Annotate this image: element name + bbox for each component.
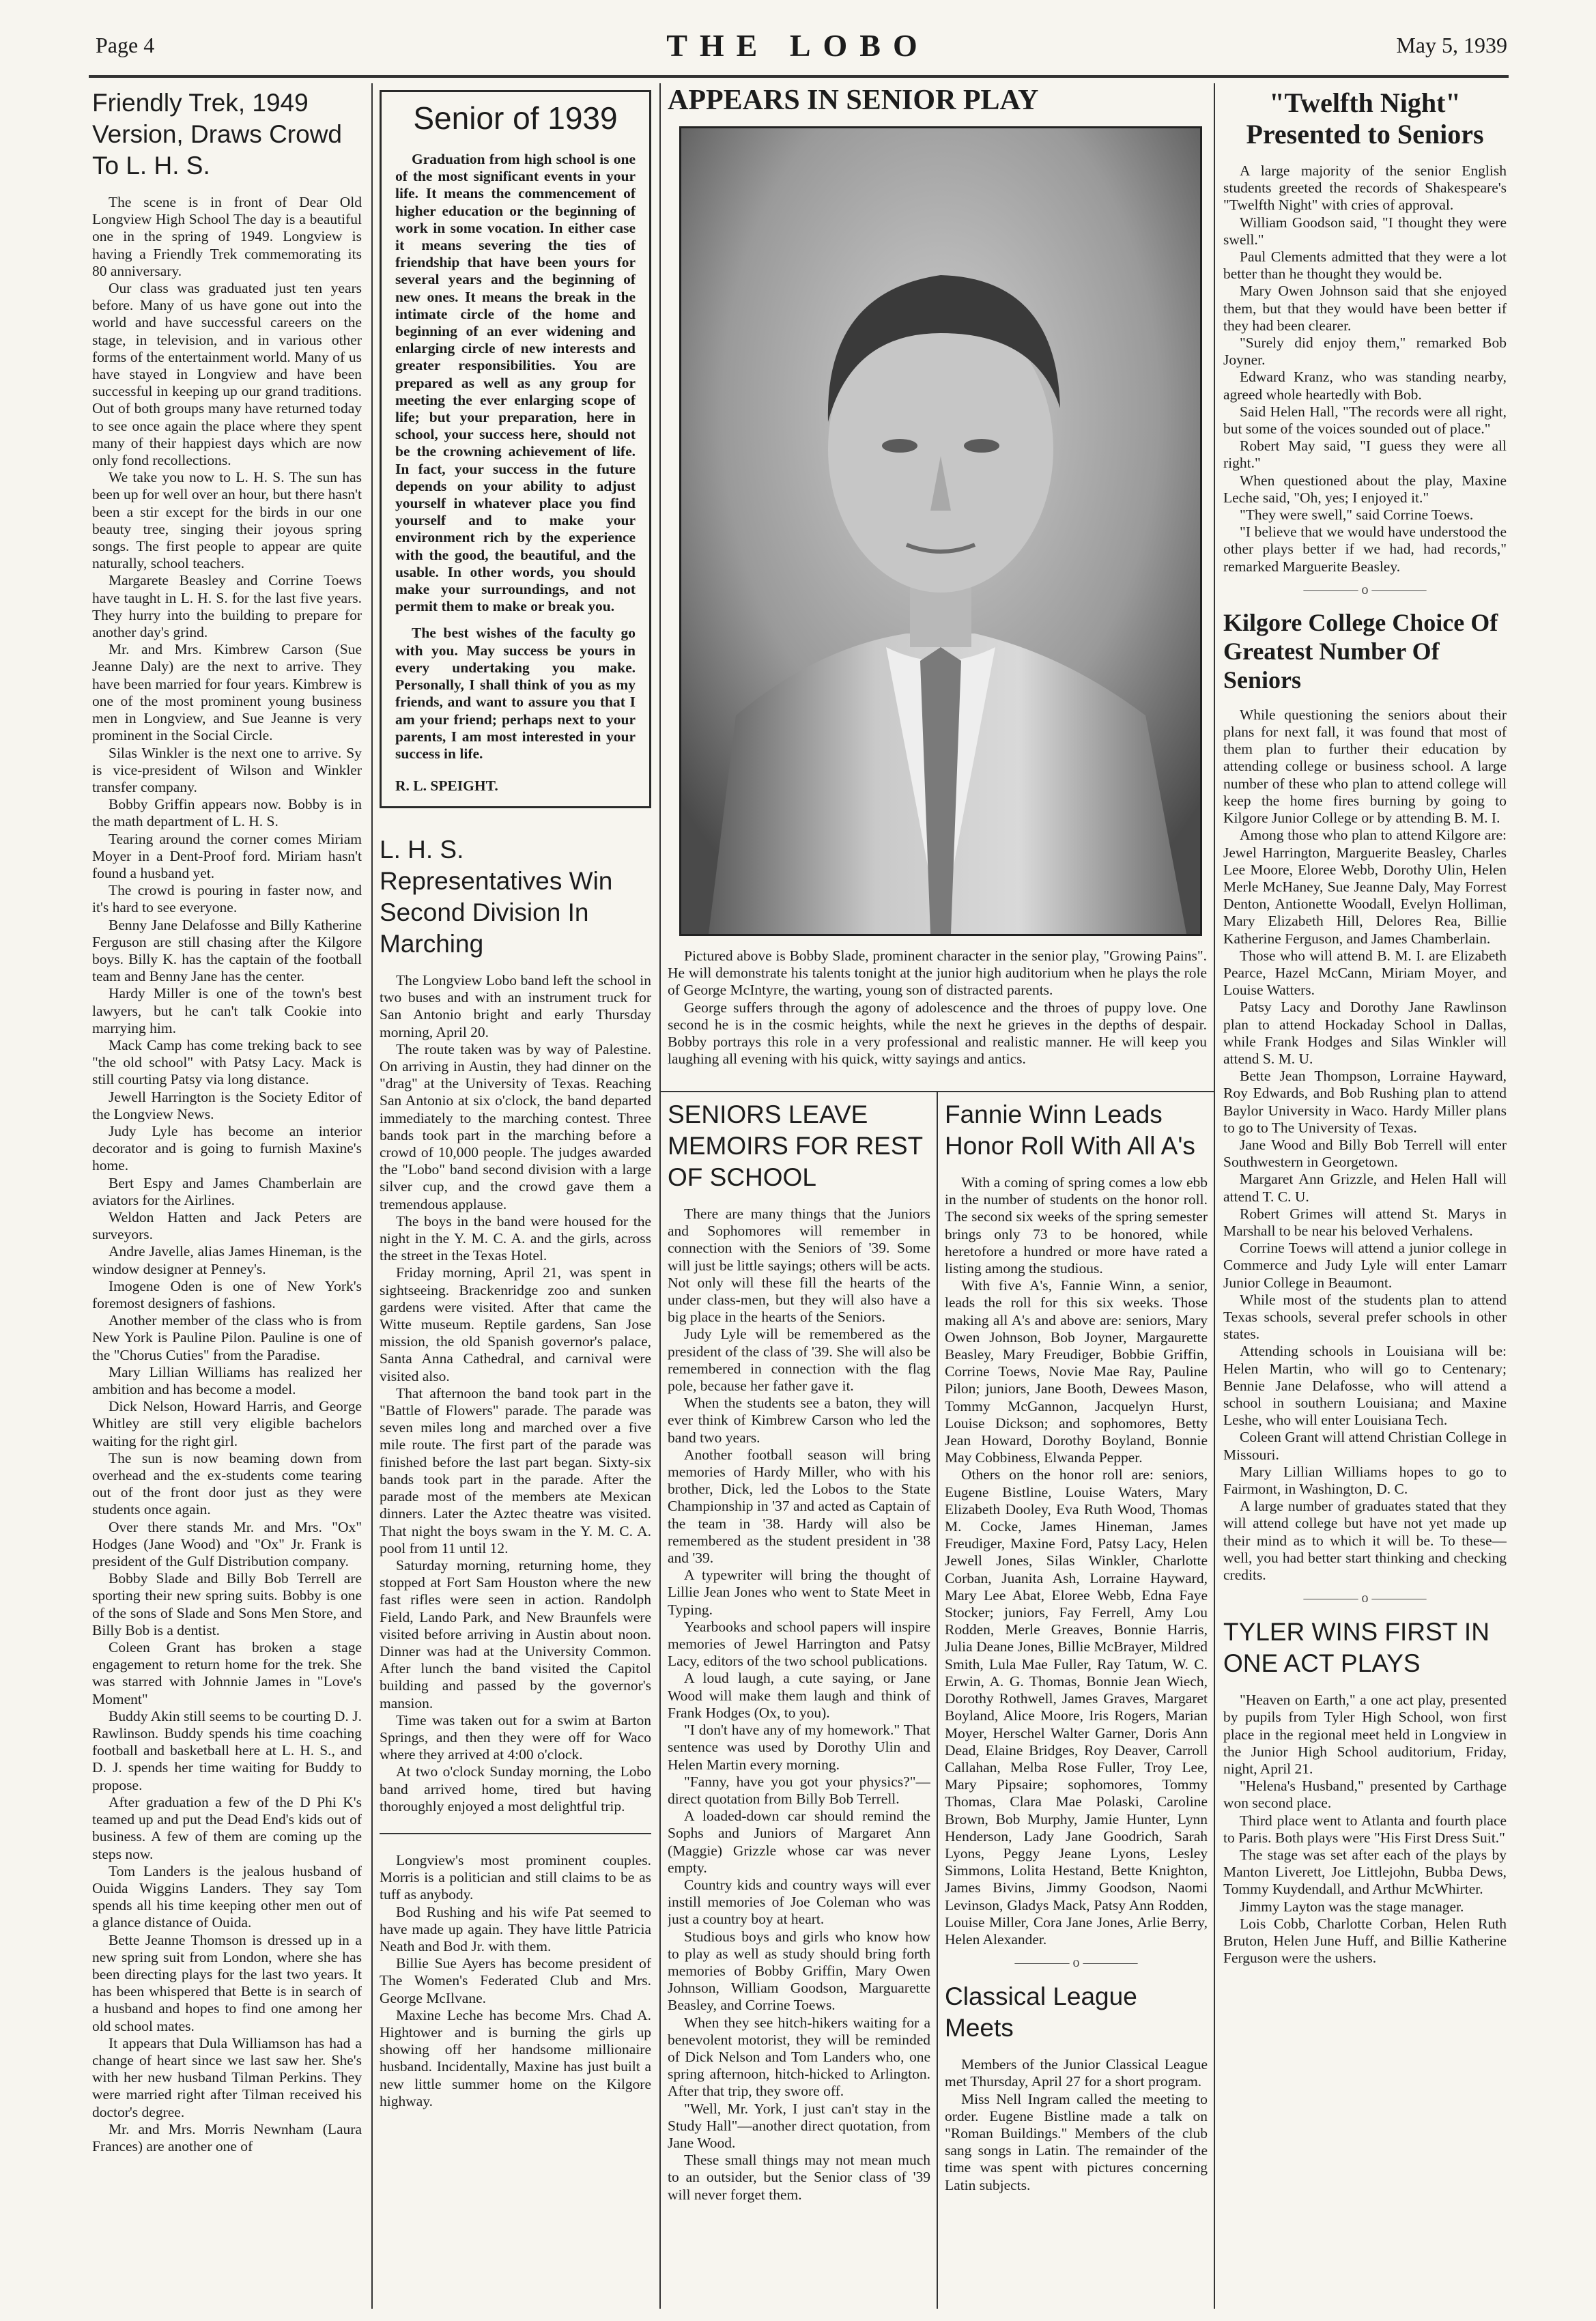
headline-senior-play: APPEARS IN SENIOR PLAY [668, 85, 1039, 116]
paragraph: Billie Sue Ayers has become president of The Women's Federated Club and Mrs. George McIlvane. [380, 1955, 651, 2006]
paragraph: Maxine Leche has become Mrs. Chad A. Hightower and is burning the girls up showing off her handsome millionaire husband. Incidentally, Maxine has just built a new little summer home on the Kilgore highway. [380, 2006, 651, 2109]
headline-classical-league: Classical League Meets [945, 1982, 1137, 2042]
separator-ornament: ———— o ———— [1014, 1955, 1138, 1971]
divider [380, 1833, 651, 1834]
paragraph: Country kids and country ways will ever instill memories of Joe Coleman who was just a country boy at heart. [668, 1876, 930, 1928]
paragraph: Jewell Harrington is the Society Editor of the Longview News. [92, 1088, 362, 1122]
headline-friendly-trek: Friendly Trek, 1949 Version, Draws Crowd To L. H. S. [92, 89, 343, 180]
column-rule [1214, 83, 1215, 2309]
headline-senior-of-1939: Senior of 1939 [413, 100, 618, 136]
paragraph: Lois Cobb, Charlotte Corban, Helen Ruth Bruton, Helen June Huff, and Billie Katherine Ferguson were the ushers. [1223, 1915, 1507, 1967]
article-right-column [1223, 87, 1507, 2314]
paragraph: Patsy Lacy and Dorothy Jane Rawlinson plan to attend Hockaday School in Dallas, while Frank Hodges and Silas Winkler will attend S. M. U. [1223, 999, 1507, 1067]
article-friendly-trek [92, 87, 362, 2314]
paragraph: Saturday morning, returning home, they stopped at Fort Sam Houston where the new fast rifles were seen in action. Randolph Field, Lando Park, and New Braunfels were visited before arriving in Austin about noon. Dinner was had at the University Common. After lunch the band visited the Capitol building and passed by the governor's mansion. [380, 1556, 651, 1711]
separator-ornament: ———— o ———— [1303, 1591, 1427, 1606]
paragraph: "Fanny, have you got your physics?"—direct quotation from Billy Bob Terrell. [668, 1773, 930, 1807]
article-seniors-leave [668, 1099, 930, 2314]
paragraph: Judy Lyle has become an interior decorator and is going to furnish Maxine's home. [92, 1122, 362, 1174]
column-rule [659, 83, 661, 2309]
paragraph: Mary Owen Johnson said that she enjoyed them, but that they would have been better if they had been clearer. [1223, 283, 1507, 334]
headline-kilgore: Kilgore College Choice Of Greatest Number Of Seniors [1223, 608, 1498, 694]
headline-band-marching: L. H. S. Representatives Win Second Division In Marching [380, 836, 613, 958]
paragraph: Judy Lyle will be remembered as the president of the class of '39. She will also be remembered in connection with the flag pole, because her father gave it. [668, 1326, 930, 1395]
paragraph: Robert May said, "I guess they were all right." [1223, 438, 1507, 472]
paragraph: With five A's, Fannie Winn, a senior, leads the roll for this six weeks. Those making all A's and above are: seniors, Mary Owen Johnson, Bob Joyner, Margaurette Beasley, Mary Freudiger, Bobbie Griffin, Corrine Toews, Novie Mae Ray, Pauline Pilon; juniors, Jane Booth, Dewees Mason, Tommy McGannon, Jacquelyn Hurst, Louise Dickson; and sophomores, Betty Jean Howard, Dorothy Boyland, Bonnie May Cobbiness, Elwanda Pepper. [945, 1277, 1208, 1466]
paragraph: Edward Kranz, who was standing nearby, agreed whole heartedly with Bob. [1223, 369, 1507, 403]
paragraph: Our class was graduated just ten years before. Many of us have gone out into the world and have successful careers on the stage, in television, and in various other forms of the entertainment world. Many of us have stayed in Longview and have been successful in keeping up our grand traditions. Out of both groups many have returned today to see once again the place where they spent many of their happiest days which are now only fond recollections. [92, 280, 362, 469]
paragraph: Another football season will bring memories of Hardy Miller, who with his brother, Dick, led the Lobos to the State Championship in '37 and acted as Captain of the team in '38. Hardy will also be remembered as the student president in '38 and '39. [668, 1446, 930, 1567]
paragraph: William Goodson said, "I thought they were swell." [1223, 214, 1507, 248]
paragraph: Tearing around the corner comes Miriam Moyer in a Dent-Proof ford. Miriam hasn't found a husband yet. [92, 830, 362, 881]
paragraph: Bobby Slade and Billy Bob Terrell are sporting their new spring suits. Bobby is one of the sons of Slade and Sons Men Store, and Billy Bob is a dentist. [92, 1570, 362, 1638]
paragraph: Mr. and Mrs. Morris Newnham (Laura Frances) are another one of [92, 2120, 362, 2154]
paragraph: Others on the honor roll are: seniors, Eugene Bistline, Louise Waters, Mary Elizabeth Dooley, Eva Ruth Wood, Thomas M. Cocke, James Hineman, James Freudiger, Maxine Ford, Patsy Lacy, Helen Jewell Jones, Silas Winkler, Charlotte Corban, Juanita Ash, Lorraine Hayward, Mary Lee Abat, Eloree Webb, Edna Faye Stocker; juniors, Fay Ferrell, Amy Lou Rodden, Merle Greaves, Bonnie Harris, Julia Deane Jones, Billie McBrayer, Mildred Smith, Lula Mae Fuller, Ray Tatum, W. C. Erwin, A. G. Thomas, Bonnie Jean Wiech, Dorothy Rothwell, James Graves, Margaret Boyland, Alice Moore, Iris Rogers, Marian Moyer, Herschel Walter Garner, Doris Ann Dead, Elaine Bridges, Roy Deaver, Carroll Callahan, Melba Rose Fuller, Troy Lee, Mary Pipsaire; sophomores, Tommy Thomas, Clara Mae Polaski, Caroline Brown, Bob Murphy, Jamie Hunter, Lynn Henderson, Lady Jane Goodrich, Sarah Lyons, Peggy Jeane Lyons, Lesley Simmons, Lolita Hestand, Bette Knighton, James Bivins, Jimmy Goodson, Naomi Levinson, Gladys Mack, Patsy Ann Rodden, Louise Miller, Cora Jane Jones, Arlie Berry, Helen Alexander. [945, 1466, 1208, 1948]
paragraph: Bert Espy and James Chamberlain are aviators for the Airlines. [92, 1174, 362, 1208]
paragraph: Jane Wood and Billy Bob Terrell will enter Southwestern in Georgetown. [1223, 1136, 1507, 1171]
paragraph: A typewriter will bring the thought of Lillie Jean Jones who went to State Meet in Typing. [668, 1567, 930, 1618]
paragraph: With a coming of spring comes a low ebb in the number of students on the honor roll. The second six weeks of the spring semester brings only 73 to be honored, while heretofore a hundred or more have rated a listing among the studious. [945, 1174, 1208, 1277]
paragraph: Another member of the class who is from New York is Pauline Pilon. Pauline is one of the "Chorus Cuties" from the Paradise. [92, 1312, 362, 1363]
paragraph: Time was taken out for a swim at Barton Springs, and then they were off for Waco where they arrived at 4:00 o'clock. [380, 1711, 651, 1763]
paragraph: Coleen Grant has broken a stage engagement to return home for the trek. She was starred with Johnnie James in "Love's Moment" [92, 1639, 362, 1707]
paragraph: Miss Nell Ingram called the meeting to order. Eugene Bistline made a talk on "Roman Buildings." Members of the club sang songs in Latin. The remainder of the time was spent with pictures concerning Latin subjects. [945, 2090, 1208, 2193]
paragraph: Benny Jane Delafosse and Billy Katherine Ferguson are still chasing after the Kilgore boys. Billy K. has the captain of the football team and Benny Jane has the center. [92, 916, 362, 985]
paragraph: "They were swell," said Corrine Toews. [1240, 507, 1474, 524]
paragraph: "I don't have any of my homework." That sentence was used by Dorothy Ulin and Helen Martin every morning. [668, 1722, 930, 1773]
paragraph: Paul Clements admitted that they were a lot better than he thought they would be. [1223, 248, 1507, 283]
paragraph: The best wishes of the faculty go with you. May success be yours in every undertaking you make. Personally, I shall think of you as my friends, and want to assure you that I am your friend; perhaps next to your parents, I am most interested in your success in life. [395, 625, 636, 762]
paragraph: Among those who plan to attend Kilgore are: Jewel Harrington, Marguerite Beasley, Charles Lee Moore, Eloree Webb, Dorothy Ulin, Helen Merle McHaney, Sue Jeanne Daly, May Forrest Denton, Antionette Woodall, Evelyn Holliman, Mary Elizabeth Hill, Delores Rea, Billie Katherine Ferguson, and James Chamberlain. [1223, 827, 1507, 947]
paragraph: When questioned about the play, Maxine Leche said, "Oh, yes; I enjoyed it." [1223, 472, 1507, 506]
article-honor-roll [945, 1099, 1208, 2314]
paragraph: Margarete Beasley and Corrine Toews have taught in L. H. S. for the last five years. They hurry into the building to prepare for another day's grind. [92, 572, 362, 641]
paragraph: The sun is now beaming down from overhead and the ex-students come tearing out of the front door just as they were students once again. [92, 1449, 362, 1518]
paragraph: Andre Javelle, alias James Hineman, is the window designer at Penney's. [92, 1243, 362, 1277]
paragraph: That afternoon the band took part in the "Battle of Flowers" parade. The parade was seven miles long and marched over a five mile route. The first part of the parade was finished before the last part began. Sixty-six bands took part in the parade. After the parade most of the members ate Mexican dinners. Later the Aztec theatre was visited. That night the boys swam in the Y. M. C. A. pool from 11 until 12. [380, 1384, 651, 1556]
article-senior-play-header [668, 83, 1207, 124]
headline-tyler: TYLER WINS FIRST IN ONE ACT PLAYS [1223, 1618, 1490, 1678]
paragraph: The crowd is pouring in faster now, and it's hard to see everyone. [92, 882, 362, 916]
paragraph: Said Helen Hall, "The records were all right, but some of the voices sounded out of place." [1223, 403, 1507, 438]
paragraph: Bette Jeanne Thomson is dressed up in a new spring suit from London, where she has been directing plays for the last two years. It has been whispered that Bette is in search of a husband and hopes to find one among her old school mates. [92, 1931, 362, 2034]
paragraph: The scene is in front of Dear Old Longview High School The day is a beautiful one in the spring of 1949. Longview is having a Friendly Trek commemorating its 80 anniversary. [92, 194, 362, 279]
paragraph: "Well, Mr. York, I just can't stay in the Study Hall"—another direct quotation, from Jane Wood. [668, 2100, 930, 2151]
section-rule [659, 1091, 1214, 1092]
paragraph: Over there stands Mr. and Mrs. "Ox" Hodges (Jane Wood) and "Ox" Jr. Frank is president of the Gulf Distribution company. [92, 1518, 362, 1570]
paragraph: Buddy Akin still seems to be courting D. J. Rawlinson. Buddy spends his time coaching football and basketball here at L. H. S., and D. J. spends her time waiting for Buddy to propose. [92, 1707, 362, 1793]
caption-paragraph: Pictured above is Bobby Slade, prominent character in the senior play, "Growing Pains". He will demonstrate his talents tonight at the junior high auditorium when he plays the role of George McIntyre, the warting, young son of distracted parents. [668, 948, 1207, 999]
masthead-rule [89, 75, 1509, 78]
page-number: Page 4 [96, 33, 155, 57]
headline-twelfth-night: "Twelfth Night" Presented to Seniors [1246, 87, 1484, 149]
paragraph: Jimmy Layton was the stage manager. [1240, 1898, 1464, 1915]
separator-ornament: ———— o ———— [1303, 582, 1427, 597]
paragraph: Studious boys and girls who know how to play as well as study should bring forth memories of Bobby Griffin, Mary Owen Johnson, William Goodson, Marguarette Beasley, and Corrine Toews. [668, 1928, 930, 2014]
article-band-marching [380, 834, 651, 2314]
paragraph: When they see hitch-hikers waiting for a benevolent motorist, they will be reminded of Dick Nelson and Tom Landers who, one spring afternoon, hitch-hicked to Arlington. After that trip, they swore off. [668, 2014, 930, 2100]
paragraph: Attending schools in Louisiana will be: Helen Martin, who will go to Centenary; Bennie Jane Delafosse, who will attend a school in southern Louisiana; and Maxine Leshe, who will enter Louisiana Tech. [1223, 1343, 1507, 1429]
paragraph: Mack Camp has come treking back to see "the old school" with Patsy Lacy. Mack is still courting Patsy via long distance. [92, 1036, 362, 1088]
paragraph: The Longview Lobo band left the school in two buses and with an instrument truck for San Antonio bright and early Thursday morning, April 20. [380, 972, 651, 1040]
paragraph: The stage was set after each of the plays by Manton Liverett, Joe Littlejohn, Bubba Dews, Tommy Kuydendall, and Arthur McWhirter. [1223, 1847, 1507, 1898]
photo-caption [668, 948, 1207, 1068]
paragraph: Those who will attend B. M. I. are Elizabeth Pearce, Hazel McCann, Miriam Moyer, and Louise Watters. [1223, 947, 1507, 999]
paragraph: Dick Nelson, Howard Harris, and George Whitley are still very eligible bachelors waiting for the right girl. [92, 1398, 362, 1449]
paragraph: These small things may not mean much to an outsider, but the Senior class of '39 will never forget them. [668, 2152, 930, 2203]
paragraph: Bette Jean Thompson, Lorraine Hayward, Roy Edwards, and Bob Rushing plan to attend Baylor University in Waco. Hardy Miller plans to go to The University of Texas. [1223, 1068, 1507, 1136]
paragraph: A loaded-down car should remind the Sophs and Juniors of Margaret Ann (Maggie) Grizzle whose car was never empty. [668, 1808, 930, 1876]
newspaper-title: THE LOBO [666, 28, 930, 63]
paragraph: When the students see a baton, they will ever think of Kimbrew Carson who led the band two years. [668, 1395, 930, 1446]
paragraph: Coleen Grant will attend Christian College in Missouri. [1223, 1429, 1507, 1463]
paragraph: Corrine Toews will attend a junior college in Commerce and Judy Lyle will enter Lamarr Junior College in Beaumont. [1223, 1240, 1507, 1291]
paragraph: It appears that Dula Williamson has had a change of heart since we last saw her. She's with her new husband Tilman Perkins. They were married right after Tilman received his doctor's degree. [92, 2034, 362, 2120]
paragraph: Yearbooks and school papers will inspire memories of Jewel Harrington and Patsy Lacy, editors of the two school publications. [668, 1618, 930, 1670]
paragraph: "I believe that we would have understood the other plays better if we had, had records," remarked Marguerite Beasley. [1223, 524, 1507, 575]
column-rule [937, 1092, 938, 2309]
paragraph: Mr. and Mrs. Kimbrew Carson (Sue Jeanne Daly) are the next to arrive. They have been married for four years. Kimbrew is one of the most prominent young business men in Longview, and Sue Jeanne is very prominent in the Social Circle. [92, 641, 362, 744]
paragraph: Graduation from high school is one of the most significant events in your life. It means the commencement of higher education or the beginning of work in some vocation. In either case it means severing the ties of friendship that have been yours for several years and the beginning of new ones. It means the break in the intimate circle of the home and beginning of an ever widening and enlarging circle of new interests and greater responsibilities. You are prepared as well as any group for meeting the ever enlarging scope of life; but your preparation, here in school, your success here, should not be the crowning achievement of life. In fact, your success in the future depends on your ability to adjust yourself in whatever place you find yourself and to make your environment rich by the experience with the good, the beautiful, and the usable. In other words, you should make your surroundings, and not permit them to make or break you. [395, 151, 636, 615]
masthead [0, 27, 1596, 68]
paragraph: We take you now to L. H. S. The sun has been up for well over an hour, but there hasn't been a stir except for the birds in our one beauty tree, singing their joyous spring songs. The first people to appear are quite naturally, school teachers. [92, 469, 362, 572]
paragraph: Friday morning, April 21, was spent in sightseeing. Brackenridge zoo and sunken gardens were visited. After that came the Witte museum. Reptile gardens, San Jose mission, the old Spanish governor's palace, Santa Anna Cathedral, and carnival were visited also. [380, 1264, 651, 1384]
paragraph: "Helena's Husband," presented by Carthage won second place. [1223, 1778, 1507, 1812]
headline-honor-roll: Fannie Winn Leads Honor Roll With All A's [945, 1100, 1195, 1160]
paragraph: A loud laugh, a cute saying, or Jane Wood will make them laugh and think of Frank Hodges (Ox, to you). [668, 1670, 930, 1721]
article-senior-of-1939 [380, 90, 651, 808]
article-body [92, 194, 362, 2155]
paragraph: Imogene Oden is one of New York's foremost designers of fashions. [92, 1277, 362, 1311]
portrait-image [681, 128, 1200, 934]
paragraph: There are many things that the Juniors and Sophomores will remember in connection with the Seniors of '39. Some will just be little sayings; others will be acts. Not only will these fill the hearts of the under class-men, but they will also have a big place in the hearts of the Seniors. [668, 1206, 930, 1326]
column-rule [371, 83, 373, 2309]
paragraph: After graduation a few of the D Phi K's teamed up and put the Dead End's kids out of business. A few of them are coming up the steps now. [92, 1793, 362, 1862]
paragraph: Mary Lillian Williams has realized her ambition and has become a model. [92, 1363, 362, 1398]
paragraph: A large number of graduates stated that they will attend college but have not yet made up their mind as to which it will be. To these—well, you had better start thinking and checking credits. [1223, 1498, 1507, 1584]
paragraph: Bobby Griffin appears now. Bobby is in the math department of L. H. S. [92, 796, 362, 830]
paragraph: At two o'clock Sunday morning, the Lobo band arrived home, tired but having thoroughly enjoyed a most delightful trip. [380, 1763, 651, 1814]
paragraph: Hardy Miller is one of the town's best lawyers, but he can't talk Cookie into marrying him. [92, 985, 362, 1036]
signature: R. L. SPEIGHT. [395, 778, 498, 795]
paragraph: Third place went to Atlanta and fourth place to Paris. Both plays were "His First Dress Suit." [1223, 1812, 1507, 1846]
paragraph: A large majority of the senior English students greeted the records of Shakespeare's "Twelfth Night" with cries of approval. [1223, 162, 1507, 214]
paragraph: "Surely did enjoy them," remarked Bob Joyner. [1223, 334, 1507, 369]
paragraph: While questioning the seniors about their plans for next fall, it was found that most of them plan to further their education by attending college or business school. A large number of these who plan to attend college will keep the home fires burning by going to Kilgore Junior College or by attending B. M. I. [1223, 706, 1507, 827]
portrait-photo [679, 126, 1202, 936]
issue-date: May 5, 1939 [1396, 33, 1507, 57]
paragraph: Silas Winkler is the next one to arrive. Sy is vice-president of Wilson and Winkler transfer company. [92, 744, 362, 795]
paragraph: Mary Lillian Williams hopes to go to Fairmont, in Washington, D. C. [1223, 1463, 1507, 1498]
paragraph: Tom Landers is the jealous husband of Ouida Wiggins Landers. They say Tom spends all his time keeping other men out of a glance distance of Ouida. [92, 1862, 362, 1931]
paragraph: While most of the students plan to attend Texas schools, several prefer schools in other states. [1223, 1291, 1507, 1343]
headline-seniors-leave: SENIORS LEAVE MEMOIRS FOR REST OF SCHOOL [668, 1100, 923, 1191]
paragraph: Longview's most prominent couples. Morris is a politician and still claims to be as tuff as anybody. [380, 1851, 651, 1903]
caption-paragraph: George suffers through the agony of adolescence and the throes of puppy love. One second he is in the cosmic heights, while the next he grieves in the depths of despair. Bobby portrays this role in a very professional and realistic manner. He will keep you laughing all evening with his quick, witty sayings and antics. [668, 999, 1207, 1068]
paragraph: Margaret Ann Grizzle, and Helen Hall will attend T. C. U. [1223, 1171, 1507, 1205]
paragraph: Weldon Hatten and Jack Peters are surveyors. [92, 1208, 362, 1243]
paragraph: The boys in the band were housed for the night in the Y. M. C. A. and the girls, across the street in the Texas Hotel. [380, 1212, 651, 1264]
paragraph: Members of the Junior Classical League met Thursday, April 27 for a short program. [945, 2056, 1208, 2090]
paragraph: Bod Rushing and his wife Pat seemed to have made up again. They have little Patricia Neath and Bod Jr. with them. [380, 1903, 651, 1954]
paragraph: "Heaven on Earth," a one act play, presented by pupils from Tyler High School, won first place in the regional meet held in Longview in the Junior High School auditorium, Friday, night, April 21. [1223, 1692, 1507, 1778]
paragraph: Robert Grimes will attend St. Marys in Marshall to be near his beloved Verhalens. [1223, 1205, 1507, 1239]
paragraph: The route taken was by way of Palestine. On arriving in Austin, they had dinner on the "drag" at the University of Texas. Reaching San Antonio at six o'clock, the band departed immediately to the marching contest. Three bands took part in the marching before a crowd of 10,000 people. The judges awarded the "Lobo" band second division with a large silver cup, and the crowd gave them a tremendous applause. [380, 1040, 651, 1212]
